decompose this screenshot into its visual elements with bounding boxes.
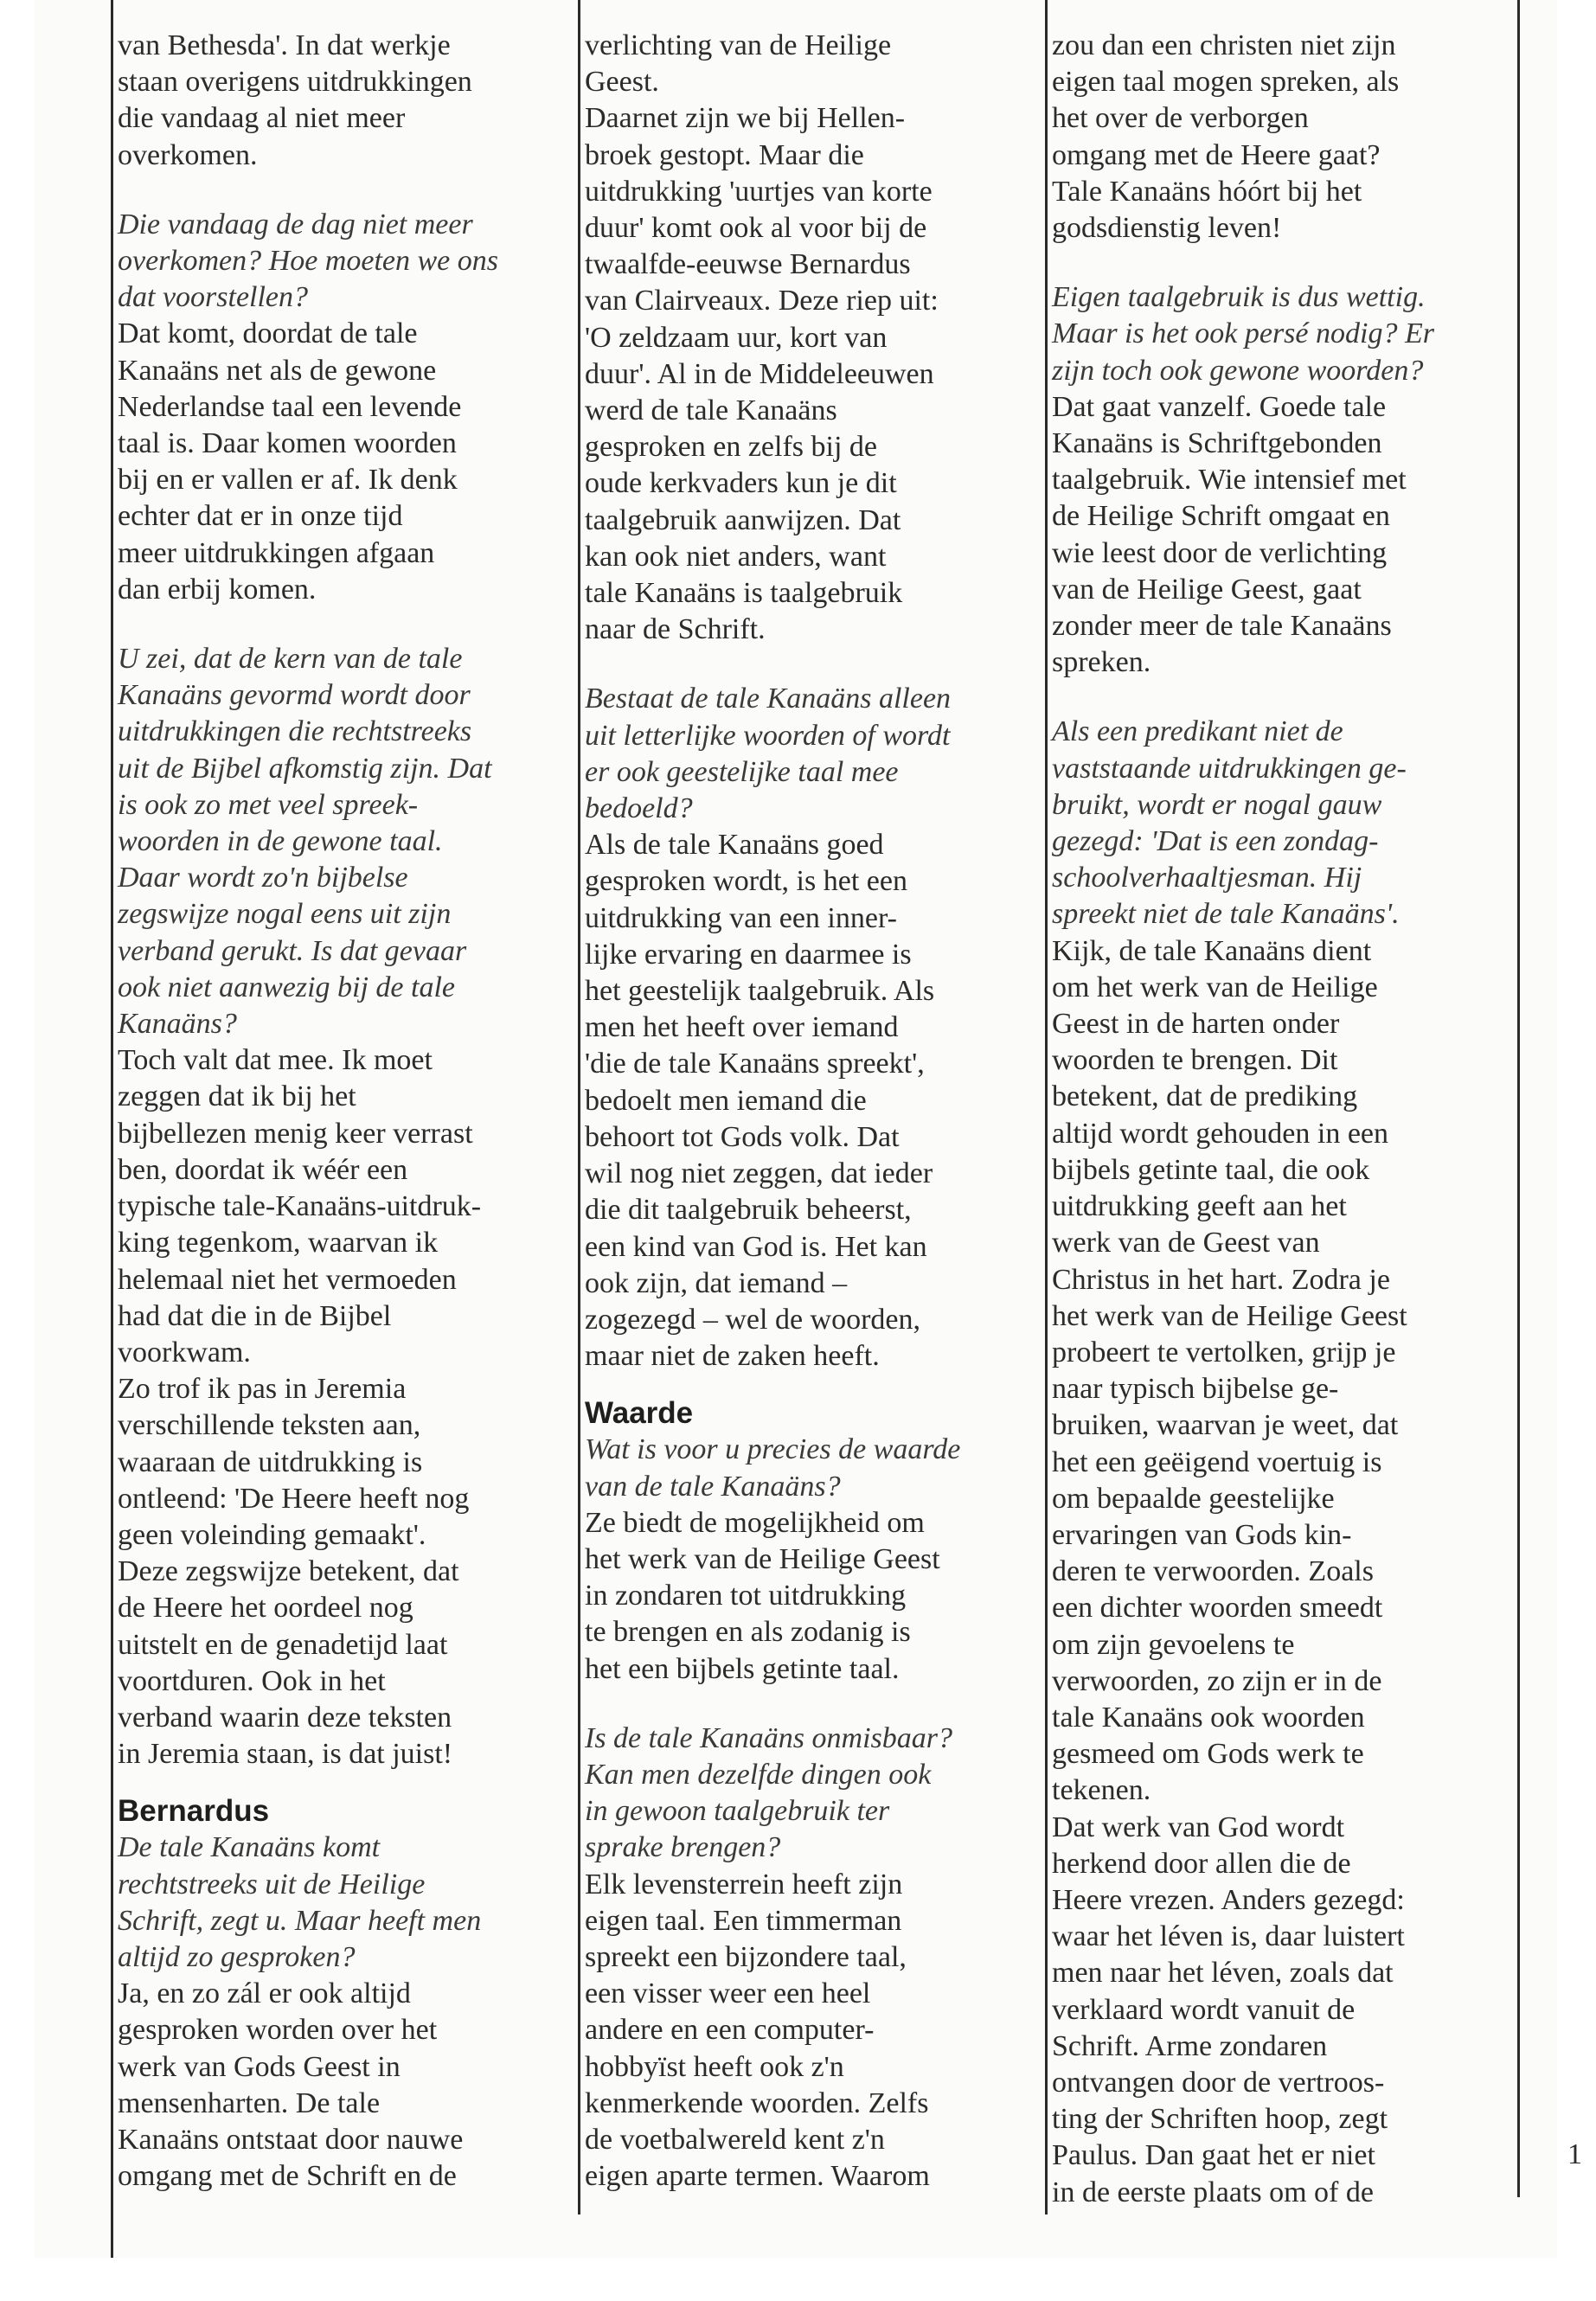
text-line: uit letterlijke woorden of wordt bbox=[585, 719, 951, 752]
interview-answer bbox=[585, 28, 1026, 648]
paragraph-spacer bbox=[585, 1375, 1026, 1395]
text-line: Maar is het ook persé nodig? Er bbox=[1052, 317, 1434, 350]
text-line: Bestaat de tale Kanaäns alleen bbox=[585, 683, 952, 715]
text-line: voorkwam. bbox=[118, 1336, 251, 1368]
text-line: in Jeremia staan, is dat juist! bbox=[118, 1738, 453, 1771]
interview-answer bbox=[1052, 933, 1493, 2211]
text-line: werd de tale Kanaäns bbox=[585, 394, 837, 427]
text-line: hobbyïst heeft ook z'n bbox=[585, 2050, 844, 2083]
interview-answer bbox=[118, 1976, 559, 2195]
interview-question bbox=[585, 681, 1026, 827]
text-line: Elk levensterrein heeft zijn bbox=[585, 1868, 903, 1900]
text-line: overkomen. bbox=[118, 138, 258, 171]
text-line: werk van Gods Geest in bbox=[118, 2050, 401, 2083]
text-line: sprake brengen? bbox=[585, 1831, 781, 1864]
text-line: spreken. bbox=[1052, 646, 1151, 679]
text-line: ting der Schriften hoop, zegt bbox=[1052, 2103, 1388, 2136]
paragraph-spacer bbox=[118, 1772, 559, 1793]
right-column-rule bbox=[1045, 0, 1048, 2214]
column-1 bbox=[118, 28, 559, 2195]
text-line: staan overigens uitdrukkingen bbox=[118, 66, 472, 99]
text-line: men het heeft over iemand bbox=[585, 1011, 899, 1044]
text-line: lijke ervaring en daarmee is bbox=[585, 938, 912, 971]
text-line: wil nog niet zeggen, dat ieder bbox=[585, 1157, 933, 1190]
text-line: zijn toch ook gewone woorden? bbox=[1052, 354, 1424, 387]
text-line: uitdrukking geeft aan het bbox=[1052, 1190, 1347, 1223]
page-number: 1 bbox=[1567, 2138, 1582, 2170]
text-line: Dat werk van God wordt bbox=[1052, 1811, 1345, 1843]
text-line: Geest. bbox=[585, 66, 659, 99]
text-line: uitdrukking 'uurtjes van korte bbox=[585, 175, 933, 208]
text-line: geen voleinding gemaakt'. bbox=[118, 1518, 426, 1551]
interview-answer bbox=[585, 1867, 1026, 2195]
text-line: broek gestopt. Maar die bbox=[585, 138, 864, 171]
text-line: in gewoon taalgebruik ter bbox=[585, 1795, 890, 1828]
text-line: de voetbalwereld kent z'n bbox=[585, 2123, 885, 2156]
text-line: verschillende teksten aan, bbox=[118, 1409, 421, 1442]
text-line: Kan men dezelfde dingen ook bbox=[585, 1758, 932, 1791]
text-line: bedoelt men iemand die bbox=[585, 1084, 867, 1117]
text-line: de Heere het oordeel nog bbox=[118, 1592, 413, 1625]
text-line: verwoorden, zo zijn er in de bbox=[1052, 1664, 1382, 1697]
text-line: oude kerkvaders kun je dit bbox=[585, 467, 897, 500]
text-line: godsdienstig leven! bbox=[1052, 212, 1282, 245]
text-line: Is de tale Kanaäns onmisbaar? bbox=[585, 1721, 952, 1754]
section-heading: Bernardus bbox=[118, 1794, 270, 1829]
text-line: Dat komt, doordat de tale bbox=[118, 317, 418, 350]
text-line: ook niet aanwezig bij de tale bbox=[118, 971, 455, 1003]
interview-answer bbox=[118, 28, 559, 174]
column-3 bbox=[1052, 28, 1493, 2211]
text-line: altijd wordt gehouden in een bbox=[1052, 1117, 1389, 1150]
text-line: meer uitdrukkingen afgaan bbox=[118, 536, 435, 569]
text-line: is ook zo met veel spreek- bbox=[118, 788, 419, 821]
text-line: ervaringen van Gods kin- bbox=[1052, 1518, 1352, 1551]
text-line: kenmerkende woorden. Zelfs bbox=[585, 2086, 929, 2119]
text-line: Als een predikant niet de bbox=[1052, 715, 1343, 748]
text-line: rechtstreeks uit de Heilige bbox=[118, 1868, 426, 1900]
text-line: Wat is voor u precies de waarde bbox=[585, 1433, 961, 1466]
text-line: taal is. Daar komen woorden bbox=[118, 427, 457, 460]
text-line: gesproken wordt, is het een bbox=[585, 865, 907, 898]
text-line: zogezegd – wel de woorden, bbox=[585, 1303, 921, 1336]
text-line: andere en een computer- bbox=[585, 2014, 875, 2047]
text-line: woorden te brengen. Dit bbox=[1052, 1044, 1338, 1077]
text-line: Tale Kanaäns hóórt bij het bbox=[1052, 175, 1362, 208]
text-line: tale Kanaäns is taalgebruik bbox=[585, 577, 903, 610]
text-line: omgang met de Heere gaat? bbox=[1052, 138, 1381, 171]
text-line: voortduren. Ook in het bbox=[118, 1664, 386, 1697]
text-line: Als de tale Kanaäns goed bbox=[585, 829, 884, 862]
text-line: er ook geestelijke taal mee bbox=[585, 755, 899, 788]
interview-question bbox=[118, 207, 559, 317]
text-line: een dichter woorden smeedt bbox=[1052, 1592, 1383, 1625]
text-line: te brengen en als zodanig is bbox=[585, 1616, 911, 1649]
text-line: Schrift. Arme zondaren bbox=[1052, 2029, 1328, 2062]
text-line: uitdrukkingen die rechtstreeks bbox=[118, 715, 472, 748]
text-line: spreekt niet de tale Kanaäns'. bbox=[1052, 898, 1400, 931]
text-line: om bepaalde geestelijke bbox=[1052, 1482, 1335, 1515]
text-line: gesproken en zelfs bij de bbox=[585, 431, 877, 464]
right-edge-rule bbox=[1517, 0, 1520, 2197]
text-line: Heere vrezen. Anders gezegd: bbox=[1052, 1883, 1405, 1916]
text-line: verklaard wordt vanuit de bbox=[1052, 1993, 1356, 2026]
text-line: Deze zegswijze betekent, dat bbox=[118, 1555, 459, 1588]
text-line: deren te verwoorden. Zoals bbox=[1052, 1555, 1374, 1588]
text-line: bijbels getinte taal, die ook bbox=[1052, 1153, 1370, 1186]
text-line: overkomen? Hoe moeten we ons bbox=[118, 245, 498, 278]
interview-answer bbox=[118, 316, 559, 608]
text-line: betekent, dat de prediking bbox=[1052, 1080, 1358, 1113]
text-line: het een geëigend voertuig is bbox=[1052, 1445, 1382, 1478]
text-line: zegswijze nogal eens uit zijn bbox=[118, 898, 452, 931]
text-line: vaststaande uitdrukkingen ge- bbox=[1052, 752, 1407, 785]
text-line: uit de Bijbel afkomstig zijn. Dat bbox=[118, 752, 492, 785]
interview-answer bbox=[118, 1042, 559, 1772]
magazine-page bbox=[35, 0, 1582, 2258]
interview-question bbox=[1052, 279, 1493, 389]
text-line: Christus in het hart. Zodra je bbox=[1052, 1263, 1390, 1296]
text-line: Eigen taalgebruik is dus wettig. bbox=[1052, 281, 1426, 314]
text-line: men naar het léven, zoals dat bbox=[1052, 1957, 1394, 1990]
text-line: zou dan een christen niet zijn bbox=[1052, 29, 1396, 61]
section-heading: Waarde bbox=[585, 1396, 694, 1431]
text-line: verlichting van de Heilige bbox=[585, 29, 892, 61]
text-line: bijbellezen menig keer verrast bbox=[118, 1117, 473, 1150]
text-line: dan erbij komen. bbox=[118, 573, 317, 606]
text-line: duur'. Al in de Middeleeuwen bbox=[585, 357, 934, 390]
text-line: probeert te vertolken, grijp je bbox=[1052, 1336, 1396, 1368]
text-line: Ja, en zo zál er ook altijd bbox=[118, 1977, 411, 2010]
text-line: zeggen dat ik bij het bbox=[118, 1080, 356, 1113]
text-line: het een bijbels getinte taal. bbox=[585, 1652, 900, 1685]
paragraph-spacer bbox=[585, 648, 1026, 681]
paragraph-spacer bbox=[118, 174, 559, 207]
text-line: Nederlandse taal een levende bbox=[118, 390, 462, 423]
text-line: bedoeld? bbox=[585, 792, 693, 825]
interview-question bbox=[118, 1830, 559, 1976]
text-line: eigen aparte termen. Waarom bbox=[585, 2160, 930, 2193]
text-line: ontleend: 'De Heere heeft nog bbox=[118, 1482, 470, 1515]
text-line: een kind van God is. Het kan bbox=[585, 1230, 927, 1263]
text-line: bruiken, waarvan je weet, dat bbox=[1052, 1409, 1399, 1442]
text-line: Zo trof ik pas in Jeremia bbox=[118, 1373, 407, 1406]
text-line: het werk van de Heilige Geest bbox=[585, 1542, 940, 1575]
interview-answer bbox=[585, 827, 1026, 1375]
text-line: het geestelijk taalgebruik. Als bbox=[585, 975, 935, 1008]
text-line: typische tale-Kanaäns-uitdruk- bbox=[118, 1190, 482, 1223]
interview-question bbox=[585, 1432, 1026, 1504]
text-line: Toch valt dat mee. Ik moet bbox=[118, 1044, 433, 1077]
text-line: herkend door allen die de bbox=[1052, 1847, 1351, 1880]
paragraph-spacer bbox=[1052, 247, 1493, 279]
text-line: gesmeed om Gods werk te bbox=[1052, 1738, 1364, 1771]
text-line: het werk van de Heilige Geest bbox=[1052, 1299, 1407, 1332]
text-line: gesproken worden over het bbox=[118, 2014, 438, 2047]
text-line: De tale Kanaäns komt bbox=[118, 1831, 381, 1864]
text-line: van Clairveaux. Deze riep uit: bbox=[585, 285, 939, 317]
text-line: ontvangen door de vertroos- bbox=[1052, 2066, 1385, 2099]
text-line: behoort tot Gods volk. Dat bbox=[585, 1120, 900, 1153]
text-line: in de eerste plaats om of de bbox=[1052, 2176, 1374, 2208]
text-line: U zei, dat de kern van de tale bbox=[118, 643, 463, 676]
text-line: van de Heilige Geest, gaat bbox=[1052, 573, 1362, 606]
text-line: Geest in de harten onder bbox=[1052, 1008, 1340, 1041]
paragraph-spacer bbox=[585, 1688, 1026, 1721]
text-line: tekenen. bbox=[1052, 1774, 1151, 1807]
text-line: eigen taal mogen spreken, als bbox=[1052, 66, 1400, 99]
interview-answer bbox=[585, 1505, 1026, 1688]
text-line: die vandaag al niet meer bbox=[118, 102, 406, 135]
text-line: van de tale Kanaäns? bbox=[585, 1470, 841, 1503]
column-2 bbox=[585, 28, 1026, 2195]
text-line: taalgebruik aanwijzen. Dat bbox=[585, 503, 901, 536]
text-line: eigen taal. Een timmerman bbox=[585, 1904, 902, 1937]
text-line: ook zijn, dat iemand – bbox=[585, 1266, 848, 1299]
text-line: had dat die in de Bijbel bbox=[118, 1299, 392, 1332]
text-line: uitstelt en de genadetijd laat bbox=[118, 1628, 448, 1661]
text-line: altijd zo gesproken? bbox=[118, 1940, 356, 1973]
text-line: gezegd: 'Dat is een zondag- bbox=[1052, 825, 1379, 858]
text-line: naar de Schrift. bbox=[585, 613, 766, 646]
text-line: die dit taalgebruik beheerst, bbox=[585, 1194, 912, 1227]
text-line: naar typisch bijbelse ge- bbox=[1052, 1373, 1339, 1406]
text-line: Schrift, zegt u. Maar heeft men bbox=[118, 1904, 482, 1937]
text-line: Ze biedt de mogelijkheid om bbox=[585, 1506, 925, 1539]
text-line: Daarnet zijn we bij Hellen- bbox=[585, 102, 906, 135]
text-line: uitdrukking van een inner- bbox=[585, 901, 897, 934]
text-line: helemaal niet het vermoeden bbox=[118, 1263, 457, 1296]
text-line: bij en er vallen er af. Ik denk bbox=[118, 464, 458, 497]
interview-question bbox=[118, 641, 559, 1042]
interview-answer bbox=[1052, 28, 1493, 247]
text-line: waaraan de uitdrukking is bbox=[118, 1445, 423, 1478]
interview-question bbox=[1052, 714, 1493, 933]
paragraph-spacer bbox=[118, 608, 559, 641]
text-line: Kanaäns net als de gewone bbox=[118, 354, 437, 387]
interview-answer bbox=[1052, 389, 1493, 682]
text-line: zonder meer de tale Kanaäns bbox=[1052, 610, 1392, 643]
paragraph-spacer bbox=[1052, 681, 1493, 714]
text-line: om zijn gevoelens te bbox=[1052, 1628, 1295, 1661]
text-line: in zondaren tot uitdrukking bbox=[585, 1580, 907, 1612]
text-line: twaalfde-eeuwse Bernardus bbox=[585, 248, 911, 281]
text-line: verband gerukt. Is dat gevaar bbox=[118, 934, 467, 967]
text-line: Daar wordt zo'n bijbelse bbox=[118, 862, 408, 894]
text-line: kan ook niet anders, want bbox=[585, 540, 887, 573]
text-line: waar het léven is, daar luistert bbox=[1052, 1920, 1405, 1953]
left-column-rule bbox=[111, 0, 113, 2258]
text-line: bruikt, wordt er nogal gauw bbox=[1052, 788, 1382, 821]
middle-column-rule bbox=[578, 0, 580, 2214]
text-line: ben, doordat ik wéér een bbox=[118, 1153, 408, 1186]
text-line: een visser weer een heel bbox=[585, 1977, 871, 2010]
text-line: spreekt een bijzondere taal, bbox=[585, 1940, 907, 1973]
text-line: werk van de Geest van bbox=[1052, 1227, 1320, 1259]
text-line: duur' komt ook al voor bij de bbox=[585, 212, 927, 245]
text-line: om het werk van de Heilige bbox=[1052, 971, 1378, 1003]
text-line: dat voorstellen? bbox=[118, 281, 309, 314]
text-line: Kanaäns is Schriftgebonden bbox=[1052, 427, 1382, 460]
text-line: tale Kanaäns ook woorden bbox=[1052, 1701, 1365, 1734]
text-line: maar niet de zaken heeft. bbox=[585, 1340, 880, 1373]
text-line: schoolverhaaltjesman. Hij bbox=[1052, 862, 1362, 894]
text-line: 'O zeldzaam uur, kort van bbox=[585, 321, 888, 354]
text-line: woorden in de gewone taal. bbox=[118, 825, 443, 858]
text-line: Paulus. Dan gaat het er niet bbox=[1052, 2139, 1375, 2172]
text-line: Kanaäns? bbox=[118, 1008, 237, 1041]
text-line: Kanaäns ontstaat door nauwe bbox=[118, 2123, 464, 2156]
text-line: Die vandaag de dag niet meer bbox=[118, 208, 473, 240]
text-line: van Bethesda'. In dat werkje bbox=[118, 29, 451, 61]
text-line: king tegenkom, waarvan ik bbox=[118, 1227, 439, 1259]
text-line: 'die de tale Kanaäns spreekt', bbox=[585, 1048, 925, 1080]
text-line: de Heilige Schrift omgaat en bbox=[1052, 500, 1390, 533]
text-line: Kanaäns gevormd wordt door bbox=[118, 679, 471, 712]
text-line: echter dat er in onze tijd bbox=[118, 500, 403, 533]
text-line: wie leest door de verlichting bbox=[1052, 536, 1388, 569]
text-line: mensenharten. De tale bbox=[118, 2086, 381, 2119]
text-line: verband waarin deze teksten bbox=[118, 1701, 452, 1734]
text-line: Dat gaat vanzelf. Goede tale bbox=[1052, 390, 1387, 423]
text-line: Kijk, de tale Kanaäns dient bbox=[1052, 934, 1372, 967]
text-line: omgang met de Schrift en de bbox=[118, 2160, 457, 2193]
interview-question bbox=[585, 1721, 1026, 1867]
text-line: taalgebruik. Wie intensief met bbox=[1052, 464, 1407, 497]
text-line: het over de verborgen bbox=[1052, 102, 1309, 135]
